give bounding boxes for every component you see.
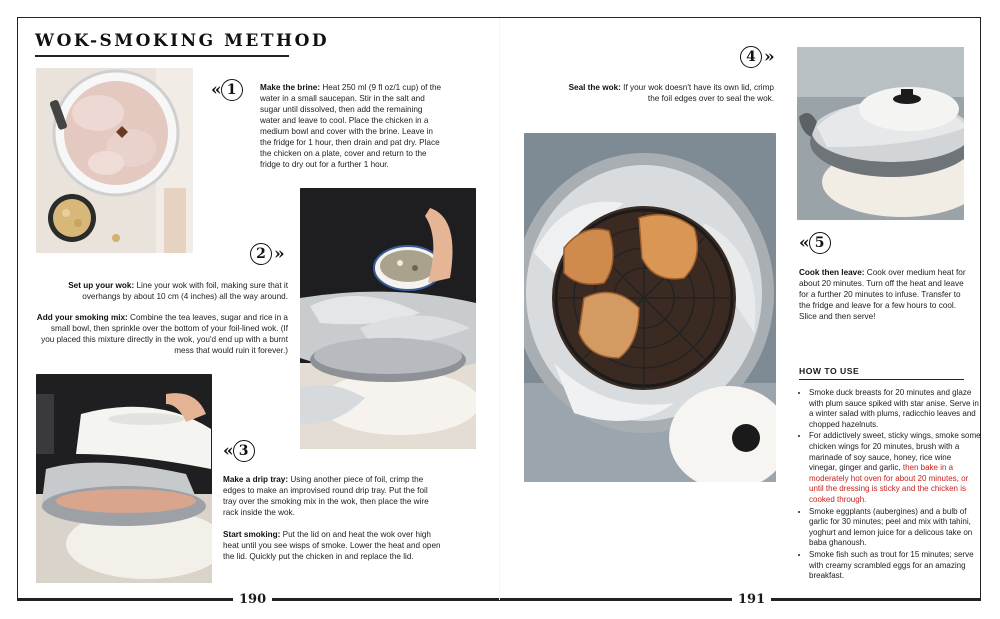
- photo-smoking-mix: [300, 188, 476, 449]
- step-3b-lead: Start smoking:: [223, 530, 281, 539]
- step-4-text: [560, 82, 774, 104]
- step-1-number: 1: [221, 79, 243, 101]
- list-item-text: For addictively sweet, sticky wings, smoke some chicken wings for 20 minutes, brush with a marinade of soy sauce, honey, rice wine vinegar, ginger and garlic,: [809, 431, 981, 473]
- step-2a-lead: Set up your wok:: [68, 281, 135, 290]
- step-3-text-a: [223, 474, 443, 518]
- step-2b-lead: Add your smoking mix:: [36, 313, 128, 322]
- step-1-body: Heat 250 ml (9 fl oz/1 cup) of the water in a small saucepan. Stir in the salt and sugar until dissolved, then add the remaining water and leave to cool. Place the chicken in a medium bowl and cover with the brine. Leave in the fridge for 1 hour, then drain and pat dry. Place the chicken on a plate, cover and return to the fridge to dry out for a further 1 hour.: [260, 83, 442, 169]
- book-gutter: [499, 17, 500, 601]
- how-to-use-rule: [799, 379, 964, 380]
- step-3-marker: [223, 440, 255, 462]
- list-item: [809, 388, 981, 430]
- title-underline: [35, 55, 289, 57]
- step-5-body: Cook over medium heat for about 20 minutes. Turn off the heat and leave for a further 20 minutes to infuse. Transfer to the fridge and leave for a few hours to cool. Slice and then serve!: [799, 268, 966, 321]
- step-3a-body: Using another piece of foil, crimp the edges to make an improvised round drip tray. Put the foil tray over the smoking mix in the wok, then place the wire rack inside the wok.: [223, 475, 429, 517]
- step-3-text-b: [223, 529, 443, 562]
- step-5-lead: Cook then leave:: [799, 268, 865, 277]
- step-3a-lead: Make a drip tray:: [223, 475, 289, 484]
- step-1-marker: [211, 79, 243, 101]
- how-to-use-list: [799, 388, 981, 583]
- double-chevron-right-icon: »: [764, 46, 772, 67]
- double-chevron-right-icon: »: [274, 243, 282, 264]
- photo-sealed-wok: [797, 47, 964, 220]
- step-4-marker: [740, 46, 772, 68]
- step-5-text: [799, 267, 969, 322]
- step-3-number: 3: [233, 440, 255, 462]
- list-item-text: Smoke duck breasts for 20 minutes and glaze with plum sauce spiked with star anise. Serve in a winter salad with plums, radicchio leaves and chopped hazelnuts.: [809, 388, 979, 429]
- step-2-marker: [250, 243, 282, 265]
- list-item: [809, 507, 981, 549]
- step-2a-body: Line your wok with foil, making sure that it overhangs by about 10 cm (4 inches) all the way around.: [82, 281, 288, 301]
- step-5-number: 5: [809, 232, 831, 254]
- step-2b-body: Combine the tea leaves, sugar and rice in a small bowl, then sprinkle over the bottom of your foil-lined wok. (If you placed this mixture directly in the wok, you'd end up with a burnt mess that would ruin it forever.): [41, 313, 288, 355]
- page-number-left: 190: [233, 592, 272, 607]
- photo-brine: [36, 68, 193, 253]
- list-item-text: Smoke eggplants (aubergines) and a bulb of garlic for 30 minutes; peel and mix with tahini, yoghurt and lemon juice for a delicous take on baba ghanoush.: [809, 506, 973, 548]
- step-2-number: 2: [250, 243, 272, 265]
- page-number-right: 191: [732, 592, 771, 607]
- step-2-text-b: [36, 312, 288, 356]
- double-chevron-left-icon: «: [799, 232, 807, 253]
- double-chevron-left-icon: «: [211, 79, 219, 100]
- list-item-highlight: then bake in a moderately hot oven for about 20 minutes, or until the dressing is sticky and the chicken is cooked through.: [809, 463, 969, 504]
- list-item-text: Smoke fish such as trout for 15 minutes; serve with creamy scrambled eggs for an amazing breakfast.: [809, 549, 974, 581]
- double-chevron-left-icon: «: [223, 440, 231, 461]
- step-4-lead: Seal the wok:: [568, 83, 621, 92]
- step-1-text: [260, 82, 443, 170]
- step-4-number: 4: [740, 46, 762, 68]
- step-2-text-a: [36, 280, 288, 302]
- list-item: [809, 431, 981, 505]
- how-to-use-heading: HOW TO USE: [799, 366, 860, 376]
- page-title: WOK-SMOKING METHOD: [35, 31, 330, 51]
- step-3b-body: Put the lid on and heat the wok over high heat until you see wisps of smoke. Lower the heat and open the lid. Quickly put the chicken in and replace the lid.: [223, 530, 441, 561]
- step-4-body: If your wok doesn't have its own lid, crimp the foil edges over to seal the wok.: [620, 83, 774, 103]
- photo-lid: [36, 374, 212, 583]
- step-5-marker: [799, 232, 831, 254]
- list-item: [809, 550, 981, 582]
- photo-chicken-rack: [524, 133, 776, 482]
- step-1-lead: Make the brine:: [260, 83, 321, 92]
